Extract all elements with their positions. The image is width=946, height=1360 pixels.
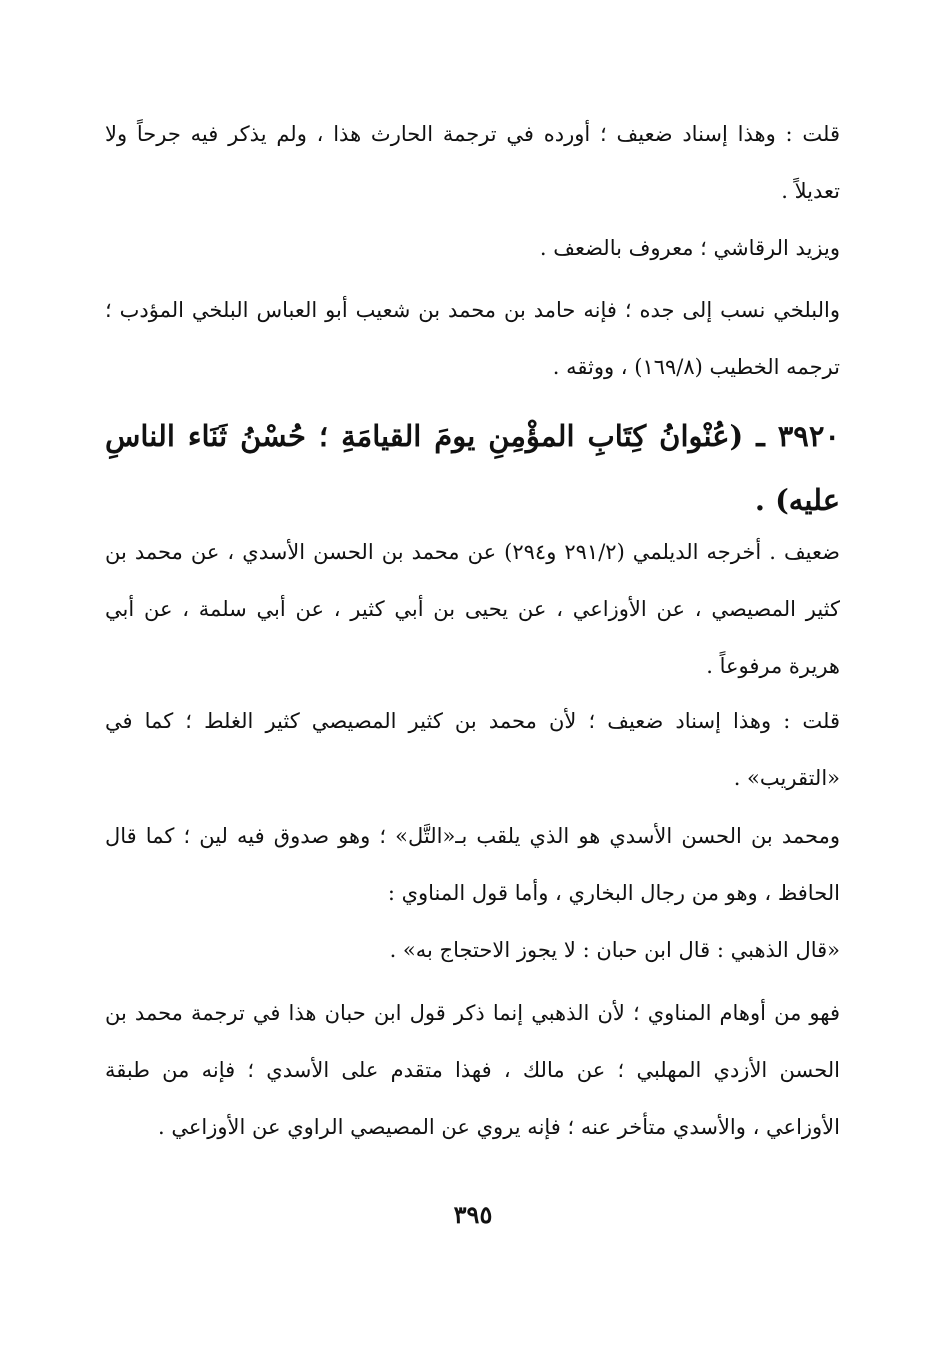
paragraph-balkhi: والبلخي نسب إلى جده ؛ فإنه حامد بن محمد بن شعيب أبو العباس البلخي المؤدب ؛ ترجمه الخطيب (١٦٩/٨) ، ووثقه . — [105, 298, 840, 379]
paragraph-takhrij: ضعيف . أخرجه الديلمي (٢٩١/٢ و٢٩٤) عن محمد بن الحسن الأسدي ، عن محمد بن كثير المصيصي ، عن الأوزاعي ، عن يحيى بن أبي كثير ، عن أبي سلمة ، عن أبي هريرة مرفوعاً . — [105, 540, 840, 678]
hadith-heading: ٣٩٢٠ ـ (عُنْوانُ كِتَابِ المؤْمِنِ يومَ القيامَةِ ؛ حُسْنُ ثَنَاء الناسِ عليه) . — [105, 419, 840, 517]
page-number: ٣٩٥ — [453, 1200, 493, 1229]
paragraph-raqashi: ويزيد الرقاشي ؛ معروف بالضعف . — [539, 236, 840, 260]
paragraph-narrator-note: قلت : وهذا إسناد ضعيف ؛ أورده في ترجمة الحارث هذا ، ولم يذكر فيه جرحاً ولا تعديلاً . — [105, 122, 840, 203]
paragraph-isnad-weak: قلت : وهذا إسناد ضعيف ؛ لأن محمد بن كثير المصيصي كثير الغلط ؛ كما في «التقريب» . — [105, 709, 840, 790]
paragraph-quote-dhahabi: «قال الذهبي : قال ابن حبان : لا يجوز الاحتجاج به» . — [389, 938, 840, 962]
paragraph-asadi: ومحمد بن الحسن الأسدي هو الذي يلقب بـ«التَّل» ؛ وهو صدوق فيه لين ؛ كما قال الحافظ ، وهو من رجال البخاري ، وأما قول المناوي : — [105, 824, 840, 905]
paragraph-munawi-error: فهو من أوهام المناوي ؛ لأن الذهبي إنما ذكر قول ابن حبان هذا في ترجمة محمد بن الحسن الأزدي المهلبي ؛ عن مالك ، فهذا متقدم على الأسدي ؛ فإنه من طبقة الأوزاعي ، والأسدي متأخر عنه ؛ فإنه يروي عن المصيصي الراوي عن الأوزاعي . — [105, 1001, 840, 1139]
